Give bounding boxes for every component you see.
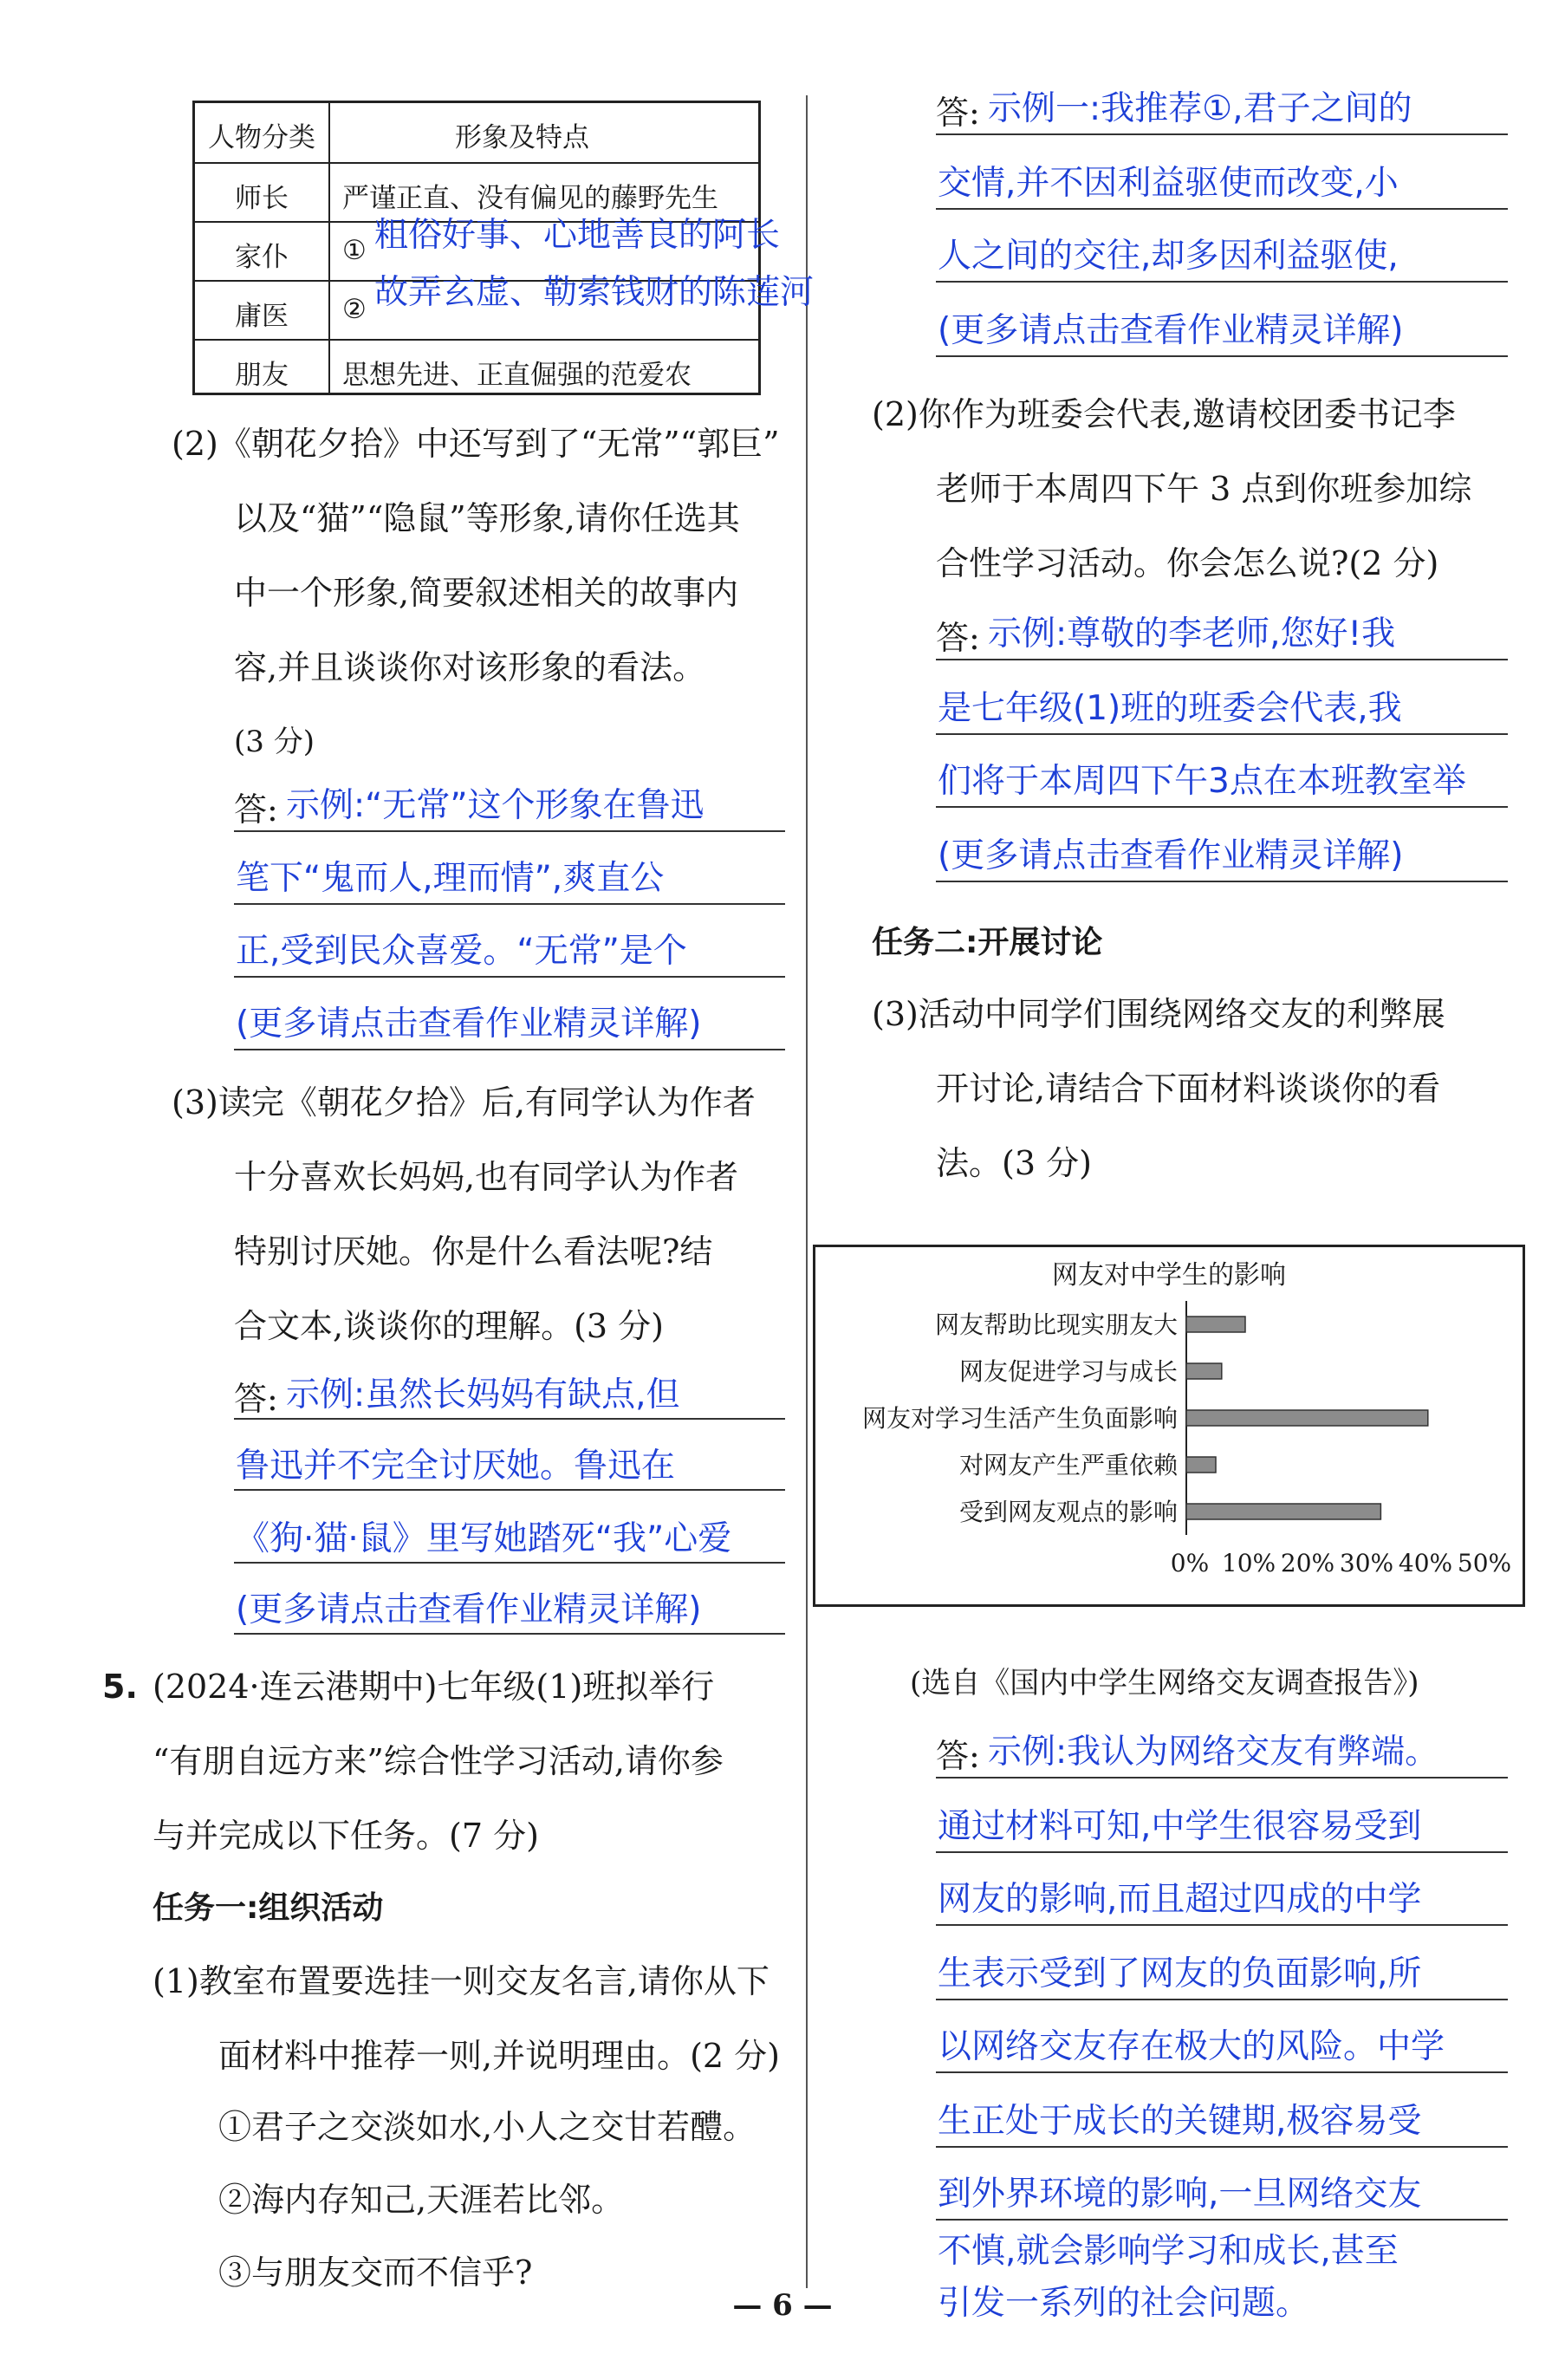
q5-3-line: 开讨论,请结合下面材料谈谈你的看 bbox=[936, 1070, 1441, 1108]
answer-prefix: 答: bbox=[234, 790, 278, 829]
chart-category-label: 网友对学习生活产生负面影响 bbox=[861, 1404, 1178, 1433]
final-answer-line: 不慎,就会影响学习和成长,甚至 bbox=[938, 2232, 1399, 2271]
table-row: 师长 严谨正直、没有偏见的藤野先生 bbox=[195, 162, 758, 221]
answer-prefix: 答: bbox=[234, 1380, 278, 1418]
right-a1-line: (更多请点击查看作业精灵详解) bbox=[938, 311, 1404, 350]
page-number: — 6 — bbox=[732, 2288, 833, 2323]
answer-prefix: 答: bbox=[936, 1737, 980, 1775]
influence-chart bbox=[813, 1245, 1525, 1607]
table-header-category: 人物分类 bbox=[208, 122, 315, 153]
q2-line: 中一个形象,简要叙述相关的故事内 bbox=[234, 574, 739, 612]
task2-heading: 任务二:开展讨论 bbox=[872, 925, 1103, 960]
final-answer-line: 生表示受到了网友的负面影响,所 bbox=[938, 1954, 1422, 1993]
q3-answer-line: 鲁迅并不完全讨厌她。鲁迅在 bbox=[236, 1447, 676, 1486]
chart-bar bbox=[1186, 1410, 1428, 1426]
final-answer-line: 引发一系列的社会问题。 bbox=[938, 2284, 1310, 2323]
chart-source: (选自《国内中学生网络交友调查报告》) bbox=[910, 1666, 1419, 1700]
right-a1-line: 交情,并不因利益驱使而改变,小 bbox=[938, 164, 1399, 203]
final-answer-line: 通过材料可知,中学生很容易受到 bbox=[938, 1807, 1422, 1846]
chart-bar bbox=[1186, 1363, 1222, 1379]
q5-line: “有朋自远方来”综合性学习活动,请你参 bbox=[153, 1742, 724, 1780]
chart-category-label: 网友促进学习与成长 bbox=[958, 1357, 1178, 1386]
q5-2-answer-line: 示例:尊敬的李老师,您好!我 bbox=[988, 615, 1396, 654]
q2-answer-line: 正,受到民众喜爱。“无常”是个 bbox=[236, 932, 687, 971]
q3-line: 十分喜欢长妈妈,也有同学认为作者 bbox=[234, 1158, 739, 1196]
chart-tick-label: 20% bbox=[1280, 1549, 1335, 1577]
right-a1-line: 示例一:我推荐①,君子之间的 bbox=[988, 89, 1412, 128]
q2-line: 以及“猫”“隐鼠”等形象,请你任选其 bbox=[234, 499, 740, 537]
q2-answer-line: (更多请点击查看作业精灵详解) bbox=[236, 1005, 702, 1044]
q5-2-line: (2)你作为班委会代表,邀请校团委书记李 bbox=[872, 395, 1456, 433]
right-a1-line: 人之间的交往,却多因利益驱使, bbox=[938, 237, 1399, 276]
chart-tick-label: 50% bbox=[1457, 1549, 1512, 1577]
table-row: 朋友 思想先进、正直倔强的范爱农 bbox=[195, 339, 758, 398]
chart-bar bbox=[1186, 1504, 1380, 1519]
q5-2-answer-line: (更多请点击查看作业精灵详解) bbox=[938, 836, 1404, 875]
q5-sub1-line: 面材料中推荐一则,并说明理由。(2 分) bbox=[218, 2037, 780, 2075]
q2-line: (3 分) bbox=[234, 725, 315, 759]
q5-line: (2024·连云港期中)七年级(1)班拟举行 bbox=[153, 1668, 715, 1706]
quote: ③与朋友交而不信乎? bbox=[218, 2253, 533, 2292]
q5-line: 与并完成以下任务。(7 分) bbox=[153, 1817, 539, 1855]
final-answer-line: 以网络交友存在极大的风险。中学 bbox=[938, 2027, 1445, 2066]
table-answer-1: 粗俗好事、心地善良的阿长 bbox=[374, 216, 781, 255]
chart-category-label: 对网友产生严重依赖 bbox=[958, 1451, 1178, 1479]
final-answer-line: 到外界环境的影响,一旦网络交友 bbox=[938, 2175, 1422, 2214]
q2-answer-line: 示例:“无常”这个形象在鲁迅 bbox=[286, 786, 705, 825]
q5-3-line: 法。(3 分) bbox=[936, 1144, 1092, 1182]
table-answer-2: 故弄玄虚、勒索钱财的陈莲河 bbox=[374, 273, 815, 312]
chart-tick-label: 10% bbox=[1221, 1549, 1276, 1577]
quote: ①君子之交淡如水,小人之交甘若醴。 bbox=[218, 2108, 757, 2146]
answer-prefix: 答: bbox=[936, 619, 980, 657]
chart-tick-label: 40% bbox=[1398, 1549, 1453, 1577]
table-header-desc: 形象及特点 bbox=[455, 122, 589, 153]
q5-2-answer-line: 们将于本周四下午3点在本班教室举 bbox=[938, 762, 1466, 801]
q5-number: 5. bbox=[102, 1668, 138, 1706]
q3-answer-line: 《狗·猫·鼠》里写她踏死“我”心爱 bbox=[236, 1519, 732, 1558]
chart-bar bbox=[1186, 1457, 1216, 1473]
q3-line: (3)读完《朝花夕拾》后,有同学认为作者 bbox=[172, 1083, 756, 1122]
q5-2-line: 合性学习活动。你会怎么说?(2 分) bbox=[936, 544, 1439, 582]
final-answer-line: 生正处于成长的关键期,极容易受 bbox=[938, 2102, 1422, 2141]
q2-line: 容,并且谈谈你对该形象的看法。 bbox=[234, 648, 706, 686]
q3-answer-line: 示例:虽然长妈妈有缺点,但 bbox=[286, 1375, 680, 1414]
final-answer-line: 网友的影响,而且超过四成的中学 bbox=[938, 1880, 1422, 1919]
chart-svg bbox=[815, 1247, 1523, 1604]
q5-3-line: (3)活动中同学们围绕网络交友的利弊展 bbox=[872, 995, 1445, 1033]
final-answer-line: 示例:我认为网络交友有弊端。 bbox=[988, 1733, 1439, 1772]
table-row: 庸医 ② bbox=[195, 280, 758, 339]
q5-sub1-line: (1)教室布置要选挂一则交友名言,请你从下 bbox=[153, 1962, 770, 2000]
answer-prefix: 答: bbox=[936, 94, 980, 132]
column-divider bbox=[806, 95, 808, 2288]
table-row: 家仆 ① bbox=[195, 221, 758, 280]
q5-2-answer-line: 是七年级(1)班的班委会代表,我 bbox=[938, 689, 1402, 728]
q2-answer-line: 笔下“鬼而人,理而情”,爽直公 bbox=[236, 859, 665, 898]
quote: ②海内存知己,天涯若比邻。 bbox=[218, 2181, 625, 2219]
q3-answer-line: (更多请点击查看作业精灵详解) bbox=[236, 1590, 702, 1629]
chart-title: 网友对中学生的影响 bbox=[1052, 1260, 1286, 1291]
q5-2-line: 老师于本周四下午 3 点到你班参加综 bbox=[936, 470, 1472, 508]
chart-category-label: 网友帮助比现实朋友大 bbox=[934, 1310, 1178, 1339]
q3-line: 特别讨厌她。你是什么看法呢?结 bbox=[234, 1232, 713, 1271]
chart-category-label: 受到网友观点的影响 bbox=[958, 1498, 1178, 1526]
chart-bar bbox=[1186, 1317, 1245, 1332]
chart-tick-label: 30% bbox=[1339, 1549, 1394, 1577]
chart-tick-label: 0% bbox=[1170, 1549, 1210, 1577]
q2-line: (2)《朝花夕拾》中还写到了“无常”“郭巨” bbox=[172, 425, 780, 463]
task1-heading: 任务一:组织活动 bbox=[153, 1890, 384, 1926]
q3-line: 合文本,谈谈你的理解。(3 分) bbox=[234, 1307, 664, 1345]
